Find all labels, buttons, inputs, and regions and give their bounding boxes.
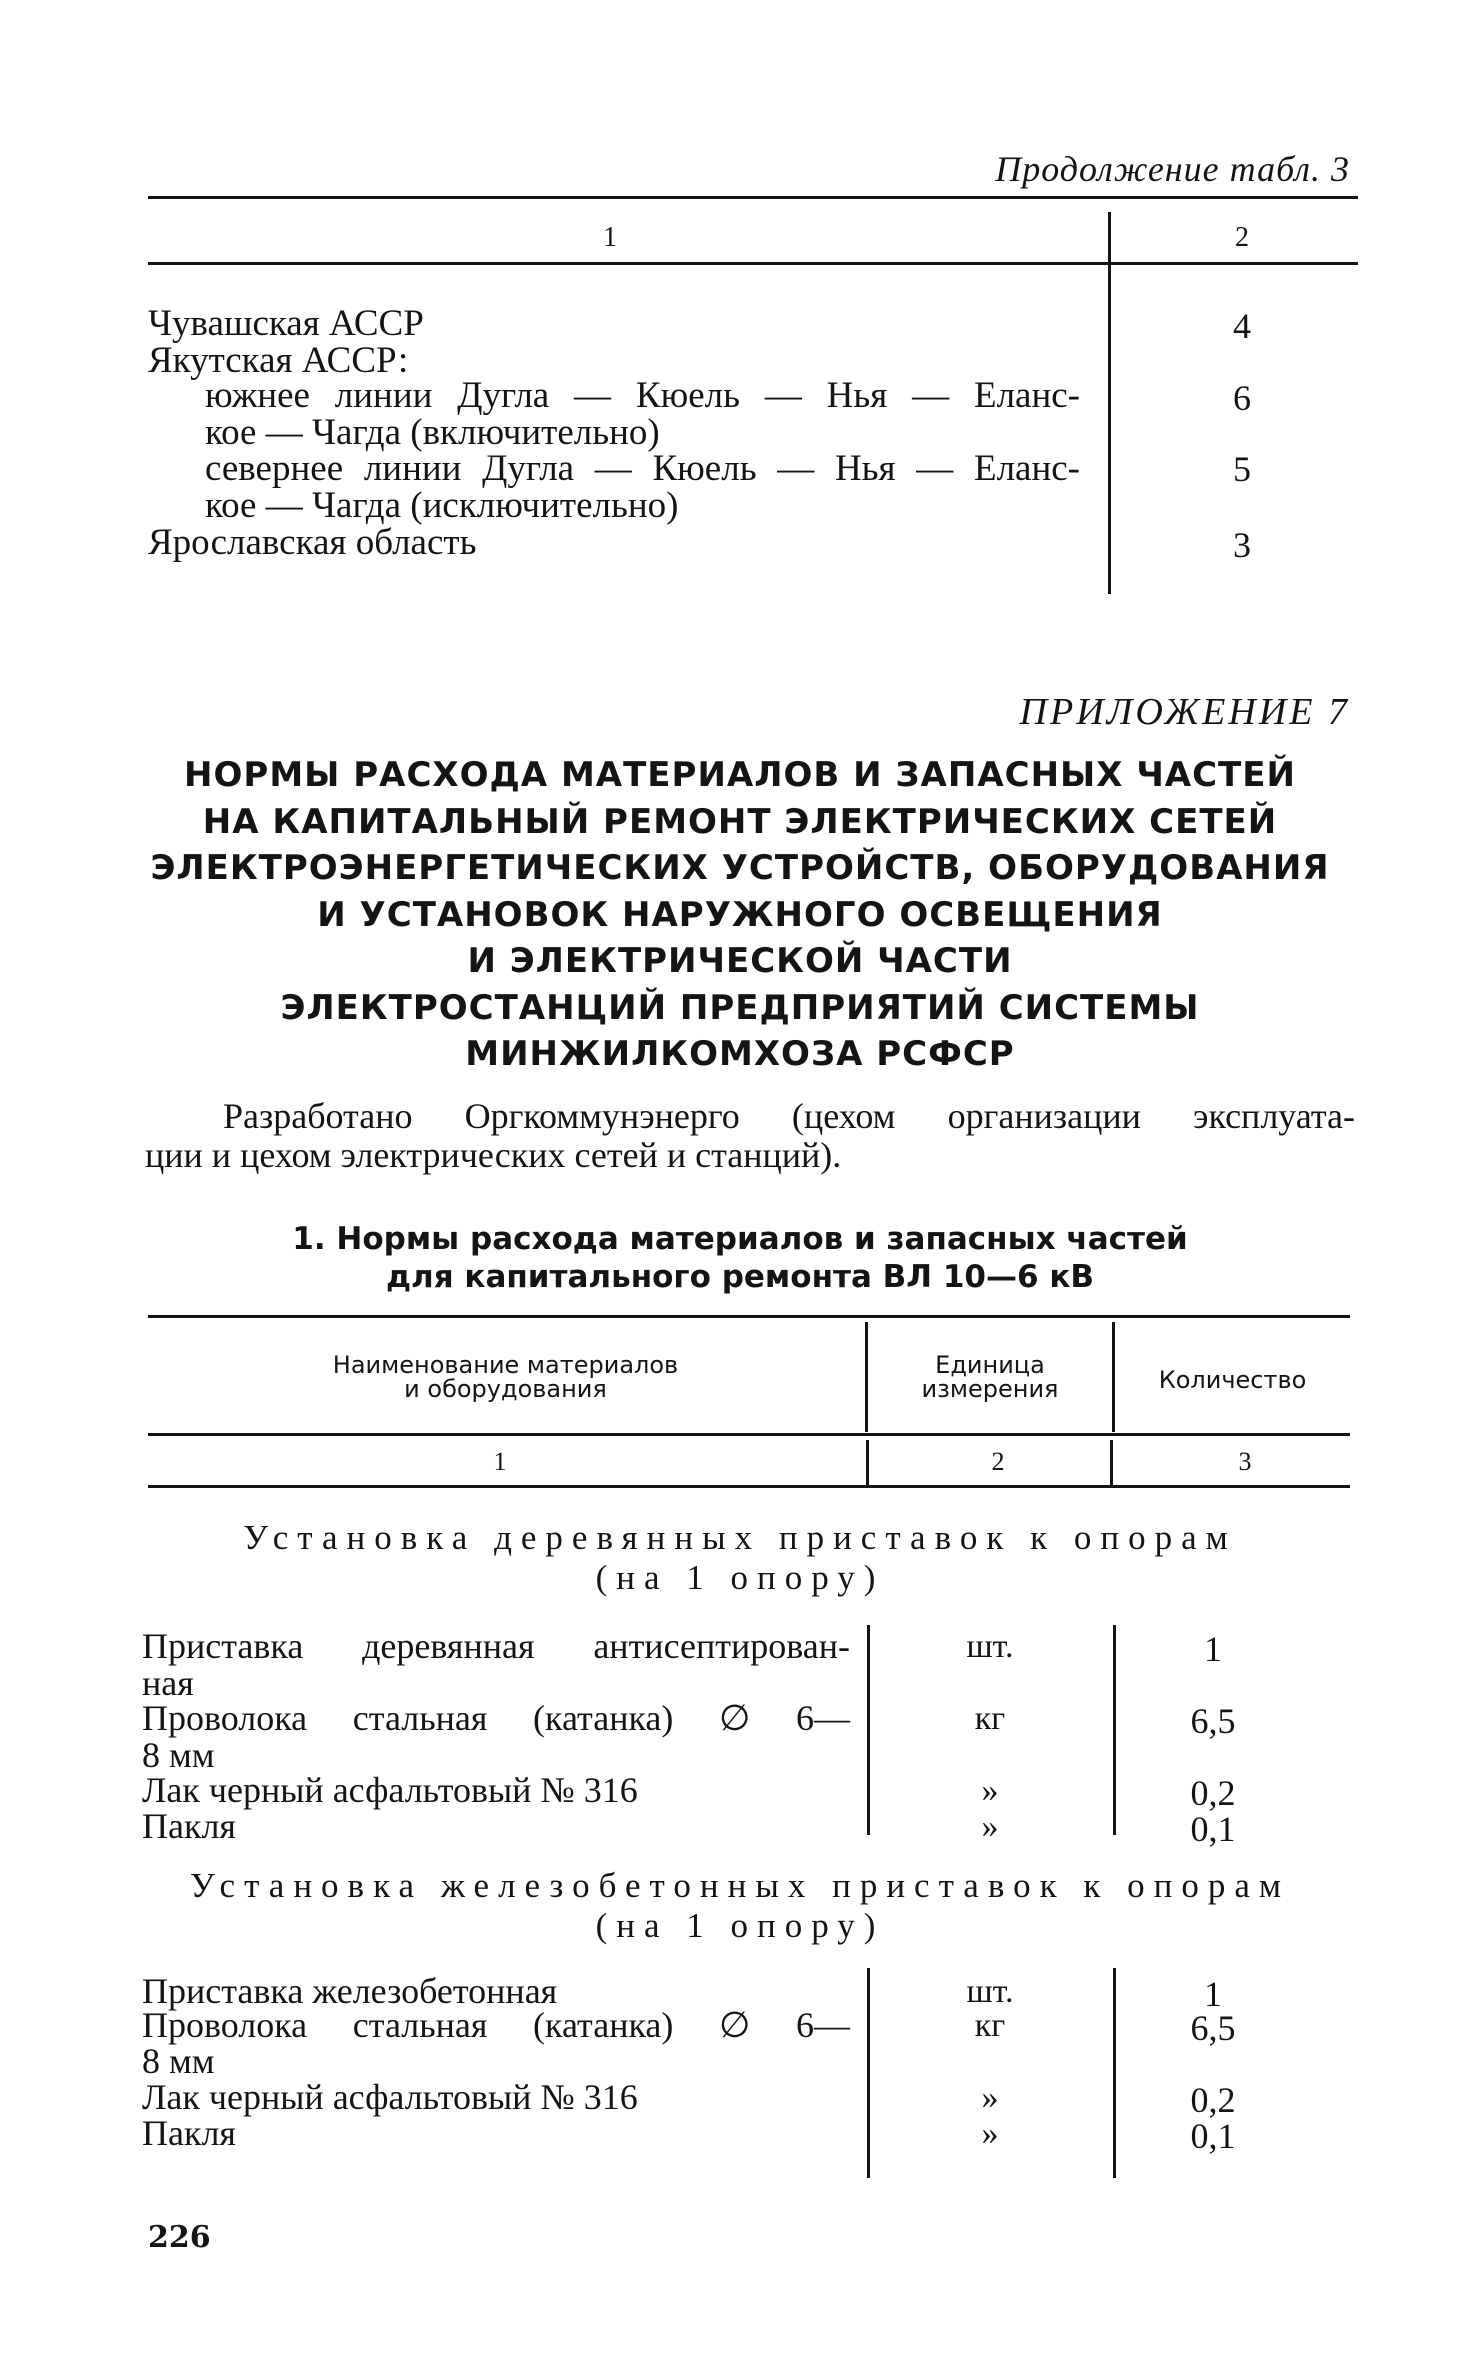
table3-row-yaroslavl-name: Ярославская область <box>148 522 477 563</box>
section1-title-line1: Установка деревянных приставок к опорам <box>243 1518 1237 1557</box>
table3-row-south-name <box>205 377 1080 414</box>
table3-col2-number: 2 <box>1235 222 1249 253</box>
header-name <box>148 1353 863 1401</box>
table-row-qty: 0,1 <box>1190 2116 1236 2156</box>
header-name-line1: Наименование материалов <box>332 1351 679 1379</box>
header-unit-line1: Единица <box>935 1351 1045 1379</box>
intro-line-2: ции и цехом электрических сетей и станций). <box>145 1135 842 1175</box>
table-row-qty: 0,1 <box>1190 1809 1236 1849</box>
table3-row-north-name <box>205 450 1080 487</box>
table-row-qty: 6,5 <box>1190 2008 1236 2048</box>
table3-row-south-value: 6 <box>1233 378 1251 418</box>
table1-header-rule <box>148 1433 1350 1436</box>
section2-title-line1: Установка железобетонных приставок к опорам <box>189 1866 1291 1905</box>
table-row-qty: 1 <box>1204 1629 1222 1669</box>
table1-col1-number: 1 <box>493 1447 507 1476</box>
section1-title-line2: (на 1 опору) <box>595 1558 885 1597</box>
table3-row-yaroslavl-value: 3 <box>1233 525 1251 565</box>
row-name-text: Проволока стальная (катанка) ∅ 6— <box>142 2005 850 2045</box>
heading-line: МИНЖИЛКОМХОЗА РСФСР <box>465 1034 1015 1074</box>
table3-row-chuvash-value: 4 <box>1233 306 1251 346</box>
table-row-name-cont: ная <box>142 1663 194 1703</box>
table1-number-rule <box>148 1485 1350 1488</box>
heading-line: ЭЛЕКТРОСТАНЦИЙ ПРЕДПРИЯТИЙ СИСТЕМЫ <box>280 987 1200 1028</box>
table-row-name <box>142 2007 850 2044</box>
table3-divider <box>1108 212 1111 594</box>
table-continuation-caption: Продолжение табл. 3 <box>995 149 1350 189</box>
table3-col1-number: 1 <box>603 222 617 253</box>
header-name-line2: и оборудования <box>404 1375 607 1403</box>
table-row-unit: » <box>981 1772 999 1809</box>
table3-top-rule <box>148 196 1358 199</box>
table3-row-chuvash-name: Чувашская АССР <box>148 303 424 344</box>
table-row-name: Пакля <box>142 1806 236 1846</box>
table-row-name-cont: 8 мм <box>142 2041 215 2081</box>
section1-title <box>140 1518 1340 1598</box>
table-row-unit: » <box>981 2079 999 2116</box>
table-row-name: Лак черный асфальтовый № 316 <box>142 2077 638 2117</box>
table-row-name <box>142 1700 850 1737</box>
table1-title-line2: для капитального ремонта ВЛ 10—6 кВ <box>385 1259 1095 1295</box>
table-row-unit: кг <box>974 1700 1006 1737</box>
table1-col2-number: 2 <box>991 1447 1005 1476</box>
section2-title <box>140 1866 1340 1946</box>
table1-title <box>140 1220 1340 1296</box>
section2-title-line2: (на 1 опору) <box>595 1906 885 1945</box>
table-row-name: Лак черный асфальтовый № 316 <box>142 1770 638 1810</box>
header-quantity: Количество <box>1158 1366 1307 1394</box>
table-row-unit: шт. <box>966 1973 1014 2010</box>
table3-header-rule <box>148 262 1358 265</box>
row-name-text: Приставка деревянная антисептирован- <box>142 1626 850 1666</box>
table-row-unit: » <box>981 1808 999 1845</box>
header-unit-line2: измерения <box>921 1375 1059 1403</box>
table-row-name-cont: 8 мм <box>142 1735 215 1775</box>
table1-number-divider-2 <box>1110 1440 1113 1485</box>
table3-row-north-line1: севернее линии Дугла — Кюель — Нья — Еланс- <box>205 448 1080 489</box>
table-row-qty: 1 <box>1204 1974 1222 2014</box>
page-number: 226 <box>148 2220 211 2255</box>
header-unit <box>868 1353 1112 1401</box>
heading-line: И УСТАНОВОК НАРУЖНОГО ОСВЕЩЕНИЯ <box>317 894 1163 935</box>
table-row-name <box>142 1628 850 1665</box>
table-row-qty: 0,2 <box>1190 1773 1236 1813</box>
table-row-qty: 6,5 <box>1190 1701 1236 1741</box>
table3-row-yakut-name: Якутская АССР: <box>148 340 409 381</box>
table-row-name: Приставка железобетонная <box>142 1971 558 2011</box>
table-row-unit: кг <box>974 2007 1006 2044</box>
table3-row-south-name-cont: кое — Чагда (включительно) <box>205 412 660 453</box>
heading-line: И ЭЛЕКТРИЧЕСКОЙ ЧАСТИ <box>467 941 1013 981</box>
table1-top-rule <box>148 1315 1350 1318</box>
table-row-qty: 0,2 <box>1190 2080 1236 2120</box>
appendix-label: ПРИЛОЖЕНИЕ 7 <box>1019 691 1350 733</box>
row-name-text: Проволока стальная (катанка) ∅ 6— <box>142 1698 850 1738</box>
table-row-unit: шт. <box>966 1628 1014 1665</box>
table3-row-south-line1: южнее линии Дугла — Кюель — Нья — Еланс- <box>205 375 1080 416</box>
table1-col3-number: 3 <box>1238 1447 1252 1476</box>
table3-row-north-name-cont: кое — Чагда (исключительно) <box>205 485 679 526</box>
intro-paragraph <box>145 1097 1355 1175</box>
heading-line: НА КАПИТАЛЬНЫЙ РЕМОНТ ЭЛЕКТРИЧЕСКИХ СЕТЕЙ <box>202 801 1278 842</box>
heading-line: ЭЛЕКТРОЭНЕРГЕТИЧЕСКИХ УСТРОЙСТВ, ОБОРУДОВАНИЯ <box>150 848 1330 888</box>
table3-row-north-value: 5 <box>1233 449 1251 489</box>
appendix-heading <box>140 752 1340 1078</box>
table1-number-divider-1 <box>866 1440 869 1485</box>
intro-line-1: Разработано Оргкоммунэнерго (цехом организации эксплуата- <box>223 1096 1355 1136</box>
table1-title-line1: 1. Нормы расхода материалов и запасных частей <box>292 1221 1188 1257</box>
table-row-unit: » <box>981 2115 999 2152</box>
heading-line: НОРМЫ РАСХОДА МАТЕРИАЛОВ И ЗАПАСНЫХ ЧАСТЕЙ <box>184 755 1296 795</box>
table-row-name: Пакля <box>142 2113 236 2153</box>
